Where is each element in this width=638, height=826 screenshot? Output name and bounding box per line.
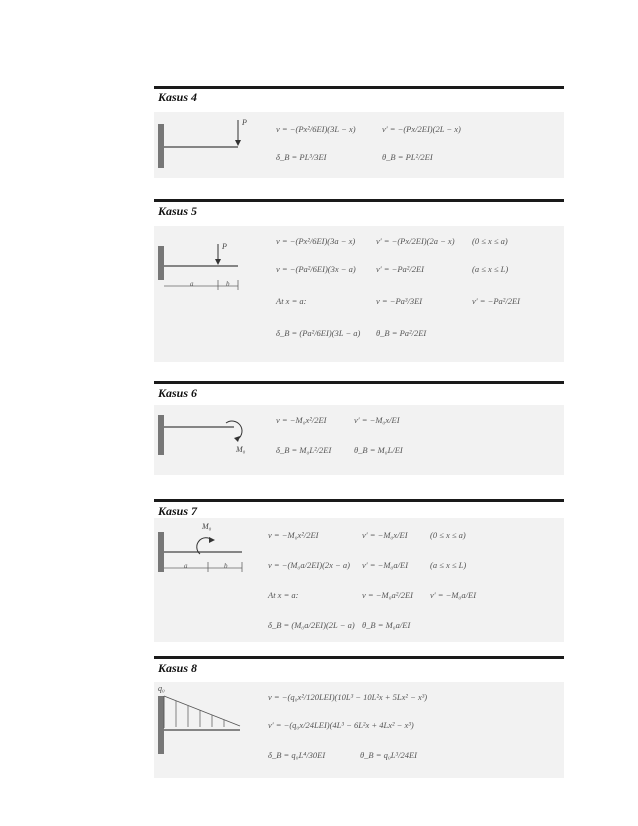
equation-theta-b: θ_B = q₀L³/24EI [360,750,417,760]
case-6-divider [154,381,564,384]
equation-slope-2: v′ = −Pa²/2EI [376,264,424,274]
equation-slope: v′ = −(q₀x/24LEI)(4L³ − 6L²x + 4Lx² − x³) [268,720,414,730]
equation-slope-at-a: v′ = −M₀a/EI [430,590,477,600]
equation-delta-b: δ_B = (Pa²/6EI)(3L − a) [276,328,361,338]
dim-label-a: a [190,280,194,288]
equation-theta-b: θ_B = M₀L/EI [354,445,403,455]
equation-theta-b: θ_B = M₀a/EI [362,620,411,630]
equation-deflection-2: v = −(M₀a/2EI)(2x − a) [268,560,350,570]
load-arrows [176,701,224,727]
equation-delta-b: δ_B = M₀L²/2EI [276,445,332,455]
dim-label-b: b [226,280,230,288]
load-arrow-head [235,140,241,146]
load-label-m0: M₀ [202,522,212,531]
range-2: (a ≤ x ≤ L) [430,560,467,570]
range-1: (0 ≤ x ≤ a) [472,236,508,246]
equation-slope: v′ = −(Px/2EI)(2L − x) [382,124,461,134]
load-label-q0: q₀ [158,684,165,693]
equation-deflection: v = −(Px²/6EI)(3L − x) [276,124,356,134]
case-4-title: Kasus 4 [158,90,198,104]
cantilever-point-load-diagram [154,112,254,178]
equation-delta-b: δ_B = q₀L⁴/30EI [268,750,326,760]
cantilever-moment-load-diagram [154,405,254,475]
equation-deflection-1: v = −M₀x²/2EI [268,530,319,540]
equation-delta-b: δ_B = (M₀a/2EI)(2L − a) [268,620,355,630]
case-7-divider [154,499,564,502]
fixed-wall [158,696,164,754]
equation-slope: v′ = −M₀x/EI [354,415,400,425]
dim-label-b: b [224,562,228,570]
load-label-m0: M₀ [236,445,246,454]
equation-deflection-1: v = −(Px²/6EI)(3a − x) [276,236,356,246]
moment-arrow-head [234,436,240,442]
case-5-divider [154,199,564,202]
case-8-title: Kasus 8 [158,661,198,675]
cantilever-intermediate-load-diagram [154,226,254,306]
fixed-wall [158,532,164,572]
equation-deflection-2: v = −(Pa²/6EI)(3x − a) [276,264,356,274]
case-7-figure [154,518,564,642]
case-7-title: Kasus 7 [158,504,198,518]
fixed-wall [158,415,164,455]
equation-deflection-at-a: v = −Pa³/3EI [376,296,423,306]
dim-label-a: a [184,562,188,570]
equation-slope-at-a: v′ = −Pa²/2EI [472,296,520,306]
fixed-wall [158,124,164,168]
range-1: (0 ≤ x ≤ a) [430,530,466,540]
equation-delta-b: δ_B = PL³/3EI [276,152,327,162]
case-6-title: Kasus 6 [158,386,198,400]
at-x-equals-a: At x = a: [268,590,299,600]
case-4-divider [154,86,564,89]
case-6-figure [154,405,564,475]
equation-slope-1: v′ = −M₀x/EI [362,530,408,540]
equation-theta-b: θ_B = Pa²/2EI [376,328,427,338]
equation-deflection: v = −M₀x²/2EI [276,415,327,425]
case-5-title: Kasus 5 [158,204,198,218]
range-2: (a ≤ x ≤ L) [472,264,509,274]
load-arrow-head [215,259,221,265]
load-label-p: P [222,242,227,251]
fixed-wall [158,246,164,280]
load-profile [164,696,240,726]
equation-slope-1: v′ = −(Px/2EI)(2a − x) [376,236,455,246]
load-label-p: P [242,118,247,127]
at-x-equals-a: At x = a: [276,296,307,306]
moment-arrow-head [209,537,215,543]
case-8-figure [154,682,564,778]
equation-theta-b: θ_B = PL²/2EI [382,152,433,162]
cantilever-triangular-load-diagram [154,682,254,778]
equation-deflection-at-a: v = −M₀a²/2EI [362,590,413,600]
case-4-figure [154,112,564,178]
equation-deflection: v = −(q₀x²/120LEI)(10L³ − 10L²x + 5Lx² − x³) [268,692,428,702]
case-8-divider [154,656,564,659]
equation-slope-2: v′ = −M₀a/EI [362,560,409,570]
case-5-figure [154,226,564,362]
